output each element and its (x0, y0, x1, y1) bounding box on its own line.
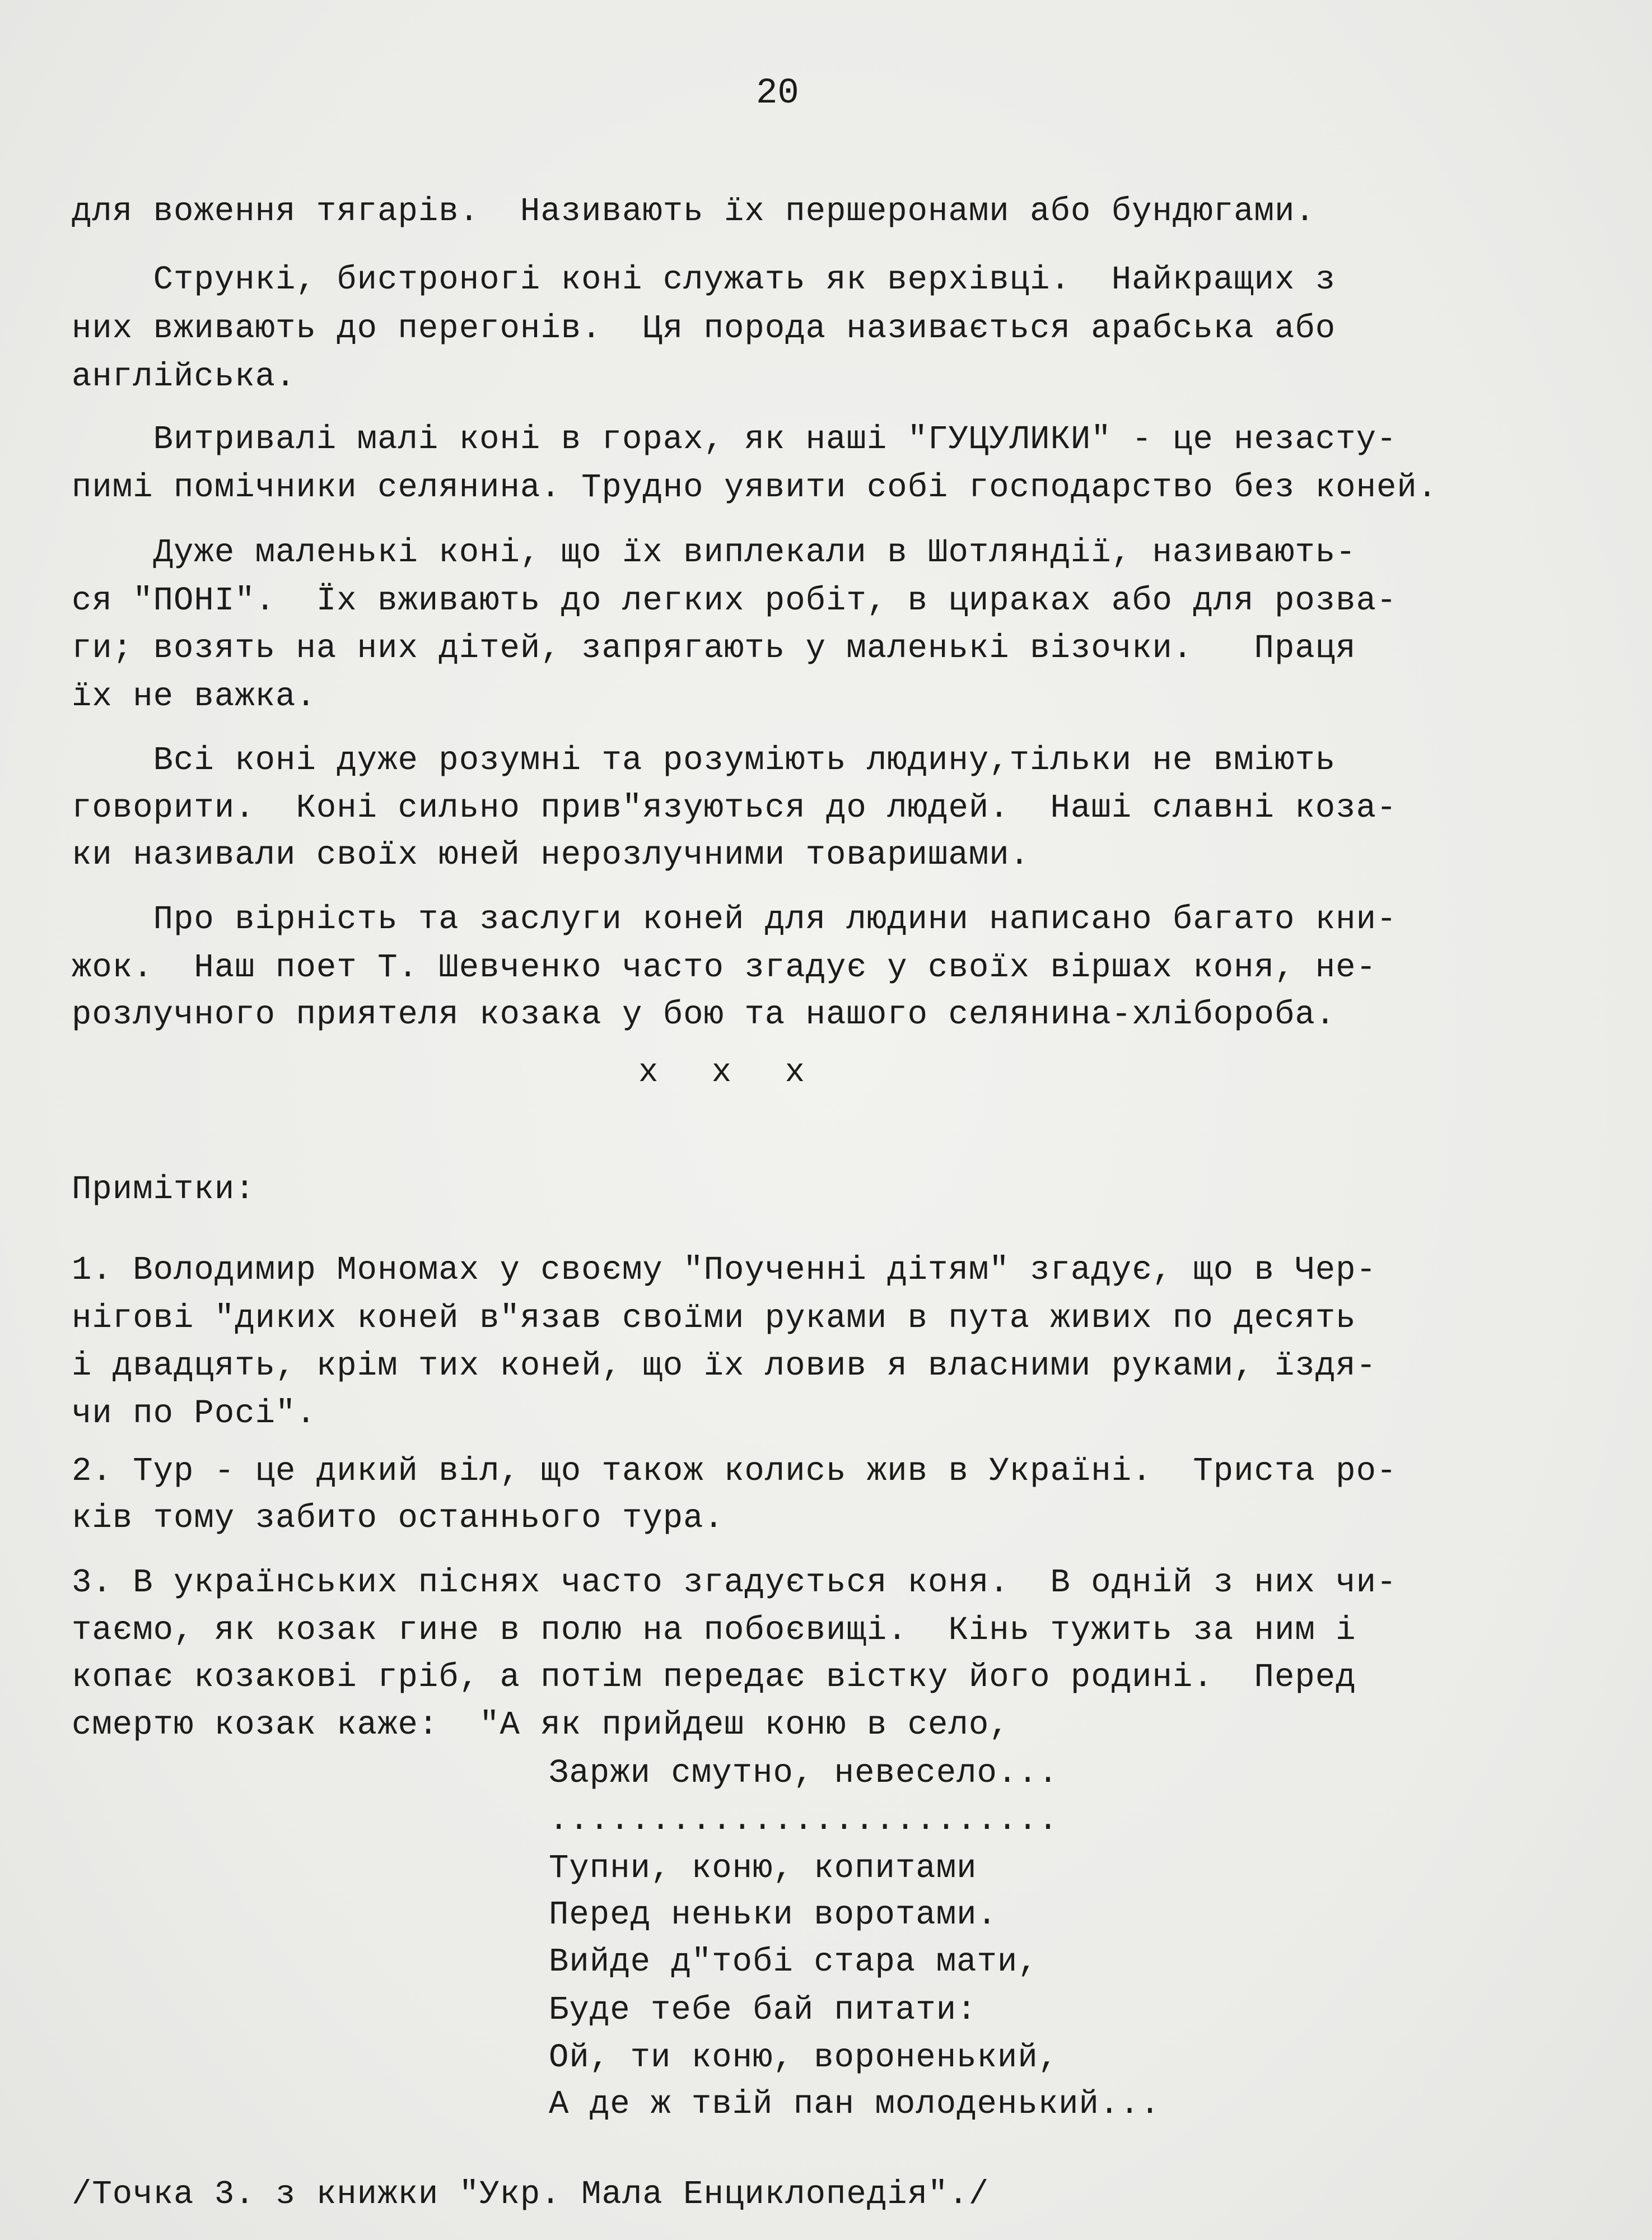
poem-line: Буде тебе бай питати: (549, 1991, 977, 2029)
text-line: Витривалі малі коні в горах, як наші "ГУЦУЛИКИ" - це незасту- (72, 421, 1397, 458)
text-line: пимі помічники селянина. Трудно уявити собі господарство без коней. (72, 469, 1438, 506)
text-line: Про вірність та заслуги коней для людини написано багато кни- (72, 901, 1397, 938)
text-line: Всі коні дуже розумні та розуміють людину,тільки не вміють (72, 742, 1336, 779)
text-line: ги; возять на них дітей, запрягають у маленькі візочки. Праця (72, 630, 1356, 667)
notes-heading: Примітки: (72, 1171, 255, 1208)
text-line: говорити. Коні сильно прив"язуються до людей. Наші славні коза- (72, 789, 1397, 827)
page-number: 20 (756, 73, 799, 114)
text-line: розлучного приятеля козака у бою та нашого селянина-хлібороба. (72, 996, 1336, 1033)
section-separator: x x x (638, 1054, 805, 1091)
poem-line: Ой, ти коню, вороненький, (549, 2039, 1059, 2076)
poem-line: Заржи смутно, невесело... (549, 1754, 1059, 1792)
text-line: Дуже маленькі коні, що їх виплекали в Шотляндії, називають- (72, 534, 1356, 571)
poem-line: Вийде д"тобі стара мати, (549, 1943, 1038, 1981)
note-line: і двадцять, крім тих коней, що їх ловив я власними руками, їздя- (72, 1347, 1376, 1385)
text-line: них вживають до перегонів. Ця порода називається арабська або (72, 310, 1336, 347)
note-line: 2. Тур - це дикий віл, що також колись жив в Україні. Триста ро- (72, 1452, 1397, 1490)
text-line: ся "ПОНІ". Їх вживають до легких робіт, в цираках або для розва- (72, 582, 1397, 620)
source-citation: /Точка 3. з книжки "Укр. Мала Енциклопедія"./ (72, 2176, 990, 2213)
note-line: 3. В українських піснях часто згадується коня. В одній з них чи- (72, 1564, 1397, 1601)
text-line: для воження тягарів. Називають їх першеронами або бундюгами. (72, 193, 1315, 230)
poem-line: ......................... (549, 1801, 1059, 1839)
note-line: нігові "диких коней в"язав своїми руками в пута живих по десять (72, 1300, 1356, 1337)
note-line: смертю козак каже: "А як прийдеш коню в село, (72, 1706, 1010, 1744)
note-line: чи по Росі". (72, 1395, 316, 1432)
text-line: Стрункі, бистроногі коні служать як верхівці. Найкращих з (72, 261, 1336, 299)
text-line: англійська. (72, 358, 296, 395)
text-line: їх не важка. (72, 678, 316, 715)
poem-line: А де ж твій пан молоденький... (549, 2085, 1161, 2123)
note-line: 1. Володимир Мономах у своєму "Поученні дітям" згадує, що в Чер- (72, 1251, 1376, 1289)
poem-line: Тупни, коню, копитами (549, 1850, 977, 1887)
note-line: таємо, як козак гине в полю на побоєвищі. Кінь тужить за ним і (72, 1612, 1356, 1649)
poem-line: Перед неньки воротами. (549, 1896, 997, 1934)
text-line: жок. Наш поет Т. Шевченко часто згадує у своїх віршах коня, не- (72, 949, 1376, 986)
note-line: ків тому забито останнього тура. (72, 1499, 724, 1537)
note-line: копає козакові гріб, а потім передає вістку його родині. Перед (72, 1659, 1356, 1696)
text-line: ки називали своїх юней нерозлучними товаришами. (72, 836, 1030, 874)
